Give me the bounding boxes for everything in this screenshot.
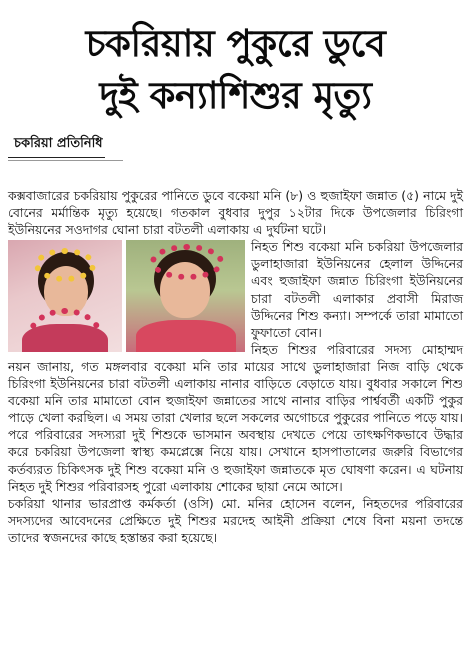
photo-girl-right — [126, 240, 245, 352]
paragraph-1: কক্সবাজারের চকরিয়ায় পুকুরের পানিতে ডুবে বকেয়া মনি (৮) ও হুজাইফা জন্নাত (৫) নামে দুই বোনের মর্মান্তিক মৃত্যু হয়েছে। গতকাল বুধবার দুপুর ১২টার দিকে উপজেলার চিরিংগা ইউনিয়নের সওদাগর ঘোনা চারা বটতলী এলাকায় এ দুর্ঘটনা ঘটে। — [8, 188, 463, 238]
headline — [8, 0, 463, 122]
paragraph-4: চকরিয়া থানার ভারপ্রাপ্ত কর্মকর্তা (ওসি) মো. মনির হোসেন বলেন, নিহতদের পরিবারের সদস্যদের আবেদনের প্রেক্ষিতে দুই শিশুর মরদেহ আইনী প্রক্রিয়া শেষে বিনা ময়না তদন্তে তাদের স্বজনদের কাছে হস্তান্তর করা হয়েছে। — [8, 495, 463, 545]
photo-pair — [8, 240, 245, 352]
byline-block — [8, 132, 463, 161]
dress-shape — [22, 324, 108, 352]
photo-girl-left — [8, 240, 122, 352]
article-body — [8, 187, 463, 546]
headline-line-1: চকরিয়ায় পুকুরে ডুবে — [85, 22, 386, 65]
byline: চকরিয়া প্রতিনিধি — [8, 134, 105, 158]
paragraph-3: নিহত শিশুর পরিবারের সদস্য মোহাম্মদ নয়ন জানায়, গত মঙ্গলবার বকেয়া মনি তার মায়ের সাথে ডুলাহাজারা নিজ বাড়ি থেকে চিরিংগা ইউনিয়নের চারা বটতলী এলাকায় নানার বাড়িতে বেড়াতে যায়। বুধবার সকালে শিশু বকেয়া মনি তার মামাতো বোন হুজাইফা জন্নাতের সাথে নানার বাড়ির পার্শ্ববর্তী একটি পুকুর পাড়ে খেলা করছিল। এ সময় তারা খেলার ছলে সকলের অগোচরে পুকুরের পানিতে পড়ে যায়। পরে পরিবারের সদস্যরা দুই শিশুকে ভাসমান অবস্থায় দেখতে পেয়ে তাৎক্ষণিকভাবে উদ্ধার করে চকরিয়া উপজেলা স্বাস্থ্য কমপ্লেক্সে নিয়ে যায়। সেখানে হাসপাতালের জরুরি বিভাগের কর্তব্যরত চিকিৎসক দুই শিশু বকেয়া মনি ও হুজাইফা জন্নাতকে মৃত ঘোষণা করেন। এ ঘটনায় নিহত দুই শিশুর পরিবারসহ পুরো এলাকায় শোকের ছায়া নেমে আসে। — [8, 341, 463, 494]
paragraph-2: নিহত শিশু বকেয়া মনি চকরিয়া উপজেলার ডুলাহাজারা ইউনিয়নের হেলাল উদ্দিনের এবং হুজাইফা জন্নাত চিরিংগা ইউনিয়নের চারা বটতলী এলাকার প্রবাসী মিরাজ উদ্দিনের শিশু কন্যা। সম্পর্কে তারা মামাতো ফুফাতো বোন। — [251, 239, 463, 340]
dress-shape — [136, 320, 236, 352]
byline-rule — [8, 160, 123, 161]
headline-line-2: দুই কন্যাশিশুর মৃত্যু — [99, 74, 372, 117]
